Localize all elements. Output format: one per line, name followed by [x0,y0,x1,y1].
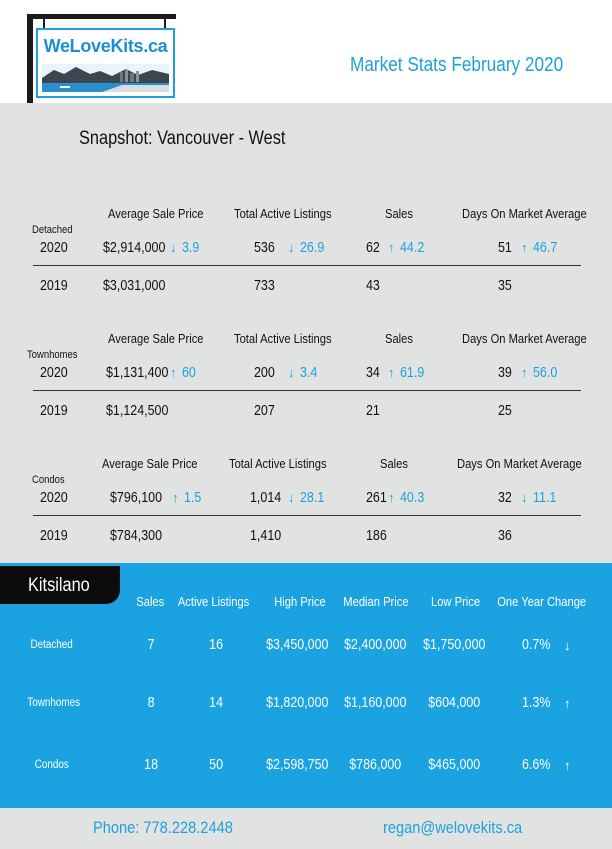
kitsilano-label: Kitsilano [28,575,90,596]
arrow-down-icon: ↓ [170,240,177,255]
arrow-up-icon: ↑ [388,240,395,255]
change-indicator: ↓ 28.1 [288,490,324,506]
change-indicator: ↑ 44.2 [388,240,424,256]
column-header: Average Sale Price [108,331,204,346]
stat-value: 34 [366,365,380,381]
arrow-up-icon: ↑ [170,365,177,380]
stat-value: $784,300 [110,528,163,544]
kitsilano-row-label: Detached [30,639,74,651]
kitsilano-column-header: High Price [274,594,326,609]
change-indicator: ↑ 40.3 [388,490,424,506]
sign-hook [164,19,166,28]
stat-value: 733 [254,278,275,294]
kitsilano-value: 16 [209,637,223,653]
kitsilano-value: $2,598,750 [265,757,329,773]
arrow-down-icon: ↓ [288,490,295,505]
kitsilano-value: 18 [144,757,158,773]
section-label: Detached [32,224,73,236]
column-header: Total Active Listings [234,206,332,221]
kitsilano-value: $2,400,000 [343,637,407,653]
kitsilano-value: $1,160,000 [343,695,407,711]
kitsilano-column-header: Low Price [431,594,481,609]
kitsilano-value: $1,750,000 [422,637,486,653]
row-divider [33,390,581,391]
arrow-down-icon: ↓ [564,638,571,653]
arrow-down-icon: ↓ [521,490,528,505]
change-indicator: ↓ 11.1 [521,490,556,506]
stat-value: 1,410 [250,528,282,544]
stat-value: 1,014 [250,490,282,506]
stat-value: 51 [498,240,512,256]
stat-value: 39 [498,365,512,381]
arrow-down-icon: ↓ [288,240,295,255]
arrow-up-icon: ↑ [388,365,395,380]
year-label: 2019 [40,278,68,294]
change-indicator: ↑ 60 [170,365,196,381]
kitsilano-row-label: Condos [34,759,70,771]
stat-value: $3,031,000 [103,278,166,294]
arrow-down-icon: ↓ [288,365,295,380]
row-divider [33,515,581,516]
email-link[interactable]: regan@welovekits.ca [383,818,523,837]
change-indicator: ↑ 1.5 [172,490,201,506]
arrow-up-icon: ↑ [521,240,528,255]
kitsilano-value: 8 [147,695,155,711]
one-year-change: 6.6% [522,757,551,773]
snapshot-title: Snapshot: Vancouver - West [79,128,286,149]
stat-value: 35 [498,278,512,294]
change-indicator: ↓ 3.9 [170,240,199,256]
stat-value: $796,100 [110,490,163,506]
section-label: Condos [32,474,65,486]
year-label: 2019 [40,403,68,419]
row-divider [33,265,581,266]
page-title: Market Stats February 2020 [350,54,564,76]
change-indicator: ↓ 26.9 [288,240,324,256]
kitsilano-column-header: Median Price [343,594,409,609]
change-indicator: ↓ 3.4 [288,365,317,381]
kitsilano-value: 7 [147,637,155,653]
stat-value: 200 [254,365,275,381]
stat-value: 32 [498,490,512,506]
column-header: Days On Market Average [462,331,587,346]
section-label: Townhomes [27,349,78,361]
kitsilano-value: 14 [209,695,223,711]
stat-value: 36 [498,528,512,544]
kitsilano-value: $604,000 [427,695,481,711]
year-label: 2020 [40,365,68,381]
year-label: 2020 [40,240,68,256]
column-header: Days On Market Average [462,206,587,221]
stat-value: 261 [366,490,387,506]
stat-value: $1,124,500 [106,403,169,419]
arrow-up-icon: ↑ [521,365,528,380]
kitsilano-value: $1,820,000 [265,695,329,711]
stat-value: $1,131,400 [106,365,169,381]
column-header: Days On Market Average [457,456,582,471]
column-header: Average Sale Price [108,206,204,221]
stat-value: 62 [366,240,380,256]
column-header: Average Sale Price [102,456,198,471]
arrow-up-icon: ↑ [172,490,179,505]
year-label: 2020 [40,490,68,506]
header [0,0,612,103]
change-indicator: ↑ 56.0 [521,365,557,381]
column-header: Sales [385,331,413,346]
arrow-up-icon: ↑ [388,490,395,505]
stat-value: 21 [366,403,380,419]
skyline-mountains-icon [42,64,169,92]
one-year-change: 1.3% [522,695,551,711]
kitsilano-column-header: One Year Change [497,594,587,609]
kitsilano-value: 50 [209,757,223,773]
column-header: Total Active Listings [229,456,327,471]
change-indicator: ↑ 61.9 [388,365,424,381]
column-header: Sales [380,456,408,471]
kitsilano-column-header: Active Listings [178,594,250,609]
stat-value: 25 [498,403,512,419]
kitsilano-row-label: Townhomes [27,697,81,709]
kitsilano-column-header: Sales [136,594,164,609]
stat-value: 43 [366,278,380,294]
column-header: Total Active Listings [234,331,332,346]
column-header: Sales [385,206,413,221]
stat-value: $2,914,000 [103,240,166,256]
phone-link[interactable]: Phone: 778.228.2448 [93,818,233,837]
logo[interactable] [36,28,175,98]
kitsilano-value: $786,000 [348,757,402,773]
logo-text: WeLoveKits.ca [43,36,168,56]
stat-value: 536 [254,240,275,256]
sign-hook [43,19,45,28]
one-year-change: 0.7% [522,637,551,653]
stat-value: 207 [254,403,275,419]
sign-post [27,14,33,103]
arrow-up-icon: ↑ [564,696,571,711]
arrow-up-icon: ↑ [564,758,571,773]
kitsilano-value: $3,450,000 [265,637,329,653]
kitsilano-value: $465,000 [427,757,481,773]
year-label: 2019 [40,528,68,544]
stat-value: 186 [366,528,387,544]
change-indicator: ↑ 46.7 [521,240,557,256]
sign-arm [27,14,176,19]
